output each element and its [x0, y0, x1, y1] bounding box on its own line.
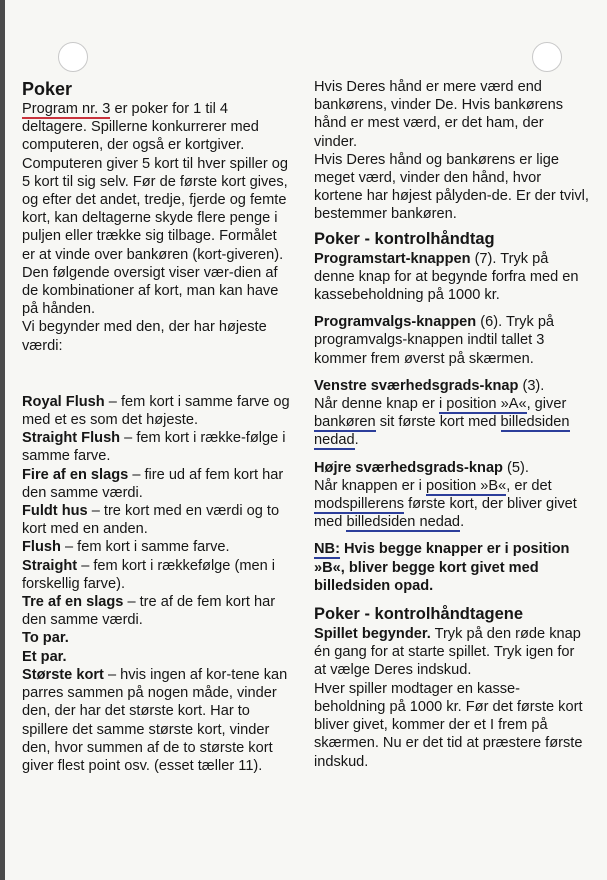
position-a-link: i position »A«	[438, 396, 527, 413]
dealer-link: bankøren	[314, 414, 376, 431]
text-fragment: Når knappen er i	[314, 477, 426, 494]
spacer	[314, 368, 590, 377]
hand-description: – fem kort i samme farve.	[60, 539, 230, 556]
hand-ranking-item	[22, 502, 292, 538]
program-start-text: (7). Tryk på denne knap for at begynde forfra med en kassebeholdning på 1000 kr.	[314, 250, 579, 304]
text-fragment: , er det	[506, 477, 552, 494]
hand-ranking-item	[22, 593, 292, 629]
right-difficulty-title: Højre sværhedsgrads-knap	[314, 459, 503, 476]
hand-ranking-item	[22, 466, 292, 502]
hand-description: – tre af de fem kort har den samme værdi.	[22, 594, 276, 629]
text-fragment: .	[354, 432, 359, 449]
left-difficulty-number: (3).	[518, 377, 545, 394]
hand-name: Royal Flush	[22, 393, 105, 410]
hand-rankings-list	[22, 393, 292, 775]
program-select-title: Programvalgs-knappen	[314, 314, 477, 331]
text-fragment: .	[460, 514, 465, 531]
hand-ranking-item	[22, 393, 292, 429]
program-start-paragraph	[314, 250, 590, 305]
rule-paragraph-2: Hvis Deres hånd og bankørens er lige meget værd, vinder den hånd, hvor kortene har højest pålyden-de. Er der tvivl, bestemmer bankøren.	[314, 151, 589, 223]
program-number-link: Program nr. 3	[22, 101, 111, 117]
right-difficulty-paragraph	[314, 459, 590, 532]
section-heading-controls: Poker - kontrolhåndtag	[314, 229, 495, 248]
hand-description: – fem kort i samme farve og med et es som det højeste.	[22, 393, 290, 429]
left-difficulty-title: Venstre sværhedsgrads-knap	[314, 377, 519, 394]
right-column	[314, 78, 590, 771]
hand-name: Tre af en slags	[22, 594, 124, 611]
opponent-link: modspillerens	[314, 496, 405, 513]
overview-paragraph: Den følgende oversigt viser vær-dien af de kombinationer af kort, man kan have på hånden.	[22, 264, 279, 318]
text-fragment: Når denne knap er	[314, 396, 439, 413]
hand-ranking-item	[22, 666, 292, 775]
hand-description: – tre kort med en værdi og to kort med en anden.	[22, 503, 280, 538]
bankroll-paragraph: Hver spiller modtager en kasse-beholdning på 1000 kr. Før det første kort bliver givet, kommer der et I frem på skærmen. Nu er det tid at præstere første indskud.	[314, 680, 583, 770]
spacer	[314, 531, 590, 540]
rule-paragraph-1: Hvis Deres hånd er mere værd end bankørens, vinder De. Hvis bankørens hånd er mest værd, er det ham, der vinder.	[314, 79, 564, 150]
program-select-paragraph	[314, 313, 590, 368]
hand-description: – hvis ingen af kor-tene kan parres sammen på nogen måde, vinder den, der har det største kort. Har to spillere det samme største kort, vinder den, hvor summen af de to største kort giver flest point osv. (esset tæller 11).	[22, 666, 288, 774]
intro-text: er poker for 1 til 4 deltagere. Spillerne konkurrerer med computeren, der også er kortgiver. Computeren giver 5 kort til hver spiller og 5 kort til sig selv. Før de første kort gives, og efter det andet, tredje, fjerde og femte kort, kan deltagerne skyde flere penge i puljen eller trække sig tilbage. Formålet er at vinde over bankøren (kort-giveren).	[22, 101, 289, 263]
hand-name: Største kort	[22, 666, 104, 683]
note-text: Hvis begge knapper er i position »B«, bliver begge kort givet med billedsiden opad.	[314, 541, 570, 594]
binder-hole-right	[532, 42, 562, 72]
hand-name: To par.	[22, 630, 69, 647]
game-start-title: Spillet begynder.	[314, 626, 431, 643]
spacer	[22, 355, 292, 393]
face-down-link: billedsiden nedad	[314, 414, 570, 449]
left-difficulty-paragraph	[314, 377, 590, 450]
hand-name: Fuldt hus	[22, 503, 88, 520]
hand-name: Fire af en slags	[22, 466, 129, 483]
hand-name: Et par.	[22, 648, 67, 665]
program-start-title: Programstart-knappen	[314, 250, 471, 267]
hand-description: – fire ud af fem kort har den samme værdi.	[22, 466, 284, 501]
section-heading-controls-2: Poker - kontrolhåndtagene	[314, 605, 524, 624]
hand-name: Flush	[22, 539, 61, 556]
right-difficulty-number: (5).	[502, 459, 529, 476]
spacer	[314, 450, 590, 459]
intro-paragraph	[22, 100, 292, 264]
hand-name: Straight	[22, 557, 78, 574]
hand-description: – fem kort i række-følge i samme farve.	[22, 430, 286, 465]
left-column	[22, 78, 292, 775]
order-paragraph: Vi begynder med den, der har højeste værdi:	[22, 319, 267, 354]
hand-ranking-item	[22, 648, 292, 666]
position-b-link: position »B«	[425, 477, 507, 494]
scan-edge	[0, 0, 5, 880]
spacer	[314, 304, 590, 313]
hand-description: – fem kort i rækkefølge (men i forskellig farve).	[22, 557, 276, 592]
hand-name: Straight Flush	[22, 430, 121, 447]
face-down-link-2: billedsiden nedad	[346, 514, 461, 531]
hand-ranking-item	[22, 557, 292, 593]
binder-hole-left	[58, 42, 88, 72]
note-paragraph	[314, 540, 590, 595]
page-title: Poker	[22, 79, 73, 99]
text-fragment: , giver	[526, 396, 567, 413]
program-select-text: (6). Tryk på programvalgs-knappen indtil tallet 3 kommer frem øverst på skærmen.	[314, 314, 555, 367]
hand-ranking-item	[22, 429, 292, 465]
game-start-paragraph	[314, 625, 590, 680]
text-fragment: sit første kort med	[375, 414, 501, 431]
hand-ranking-item	[22, 629, 292, 647]
note-label: NB:	[314, 541, 340, 558]
hand-ranking-item	[22, 538, 292, 556]
game-start-text: Tryk på den røde knap én gang for at starte spillet. Tryk igen for at vælge Deres indskud.	[314, 626, 581, 679]
spacer	[314, 595, 590, 604]
text-fragment: første kort, der bliver givet med	[314, 496, 577, 531]
